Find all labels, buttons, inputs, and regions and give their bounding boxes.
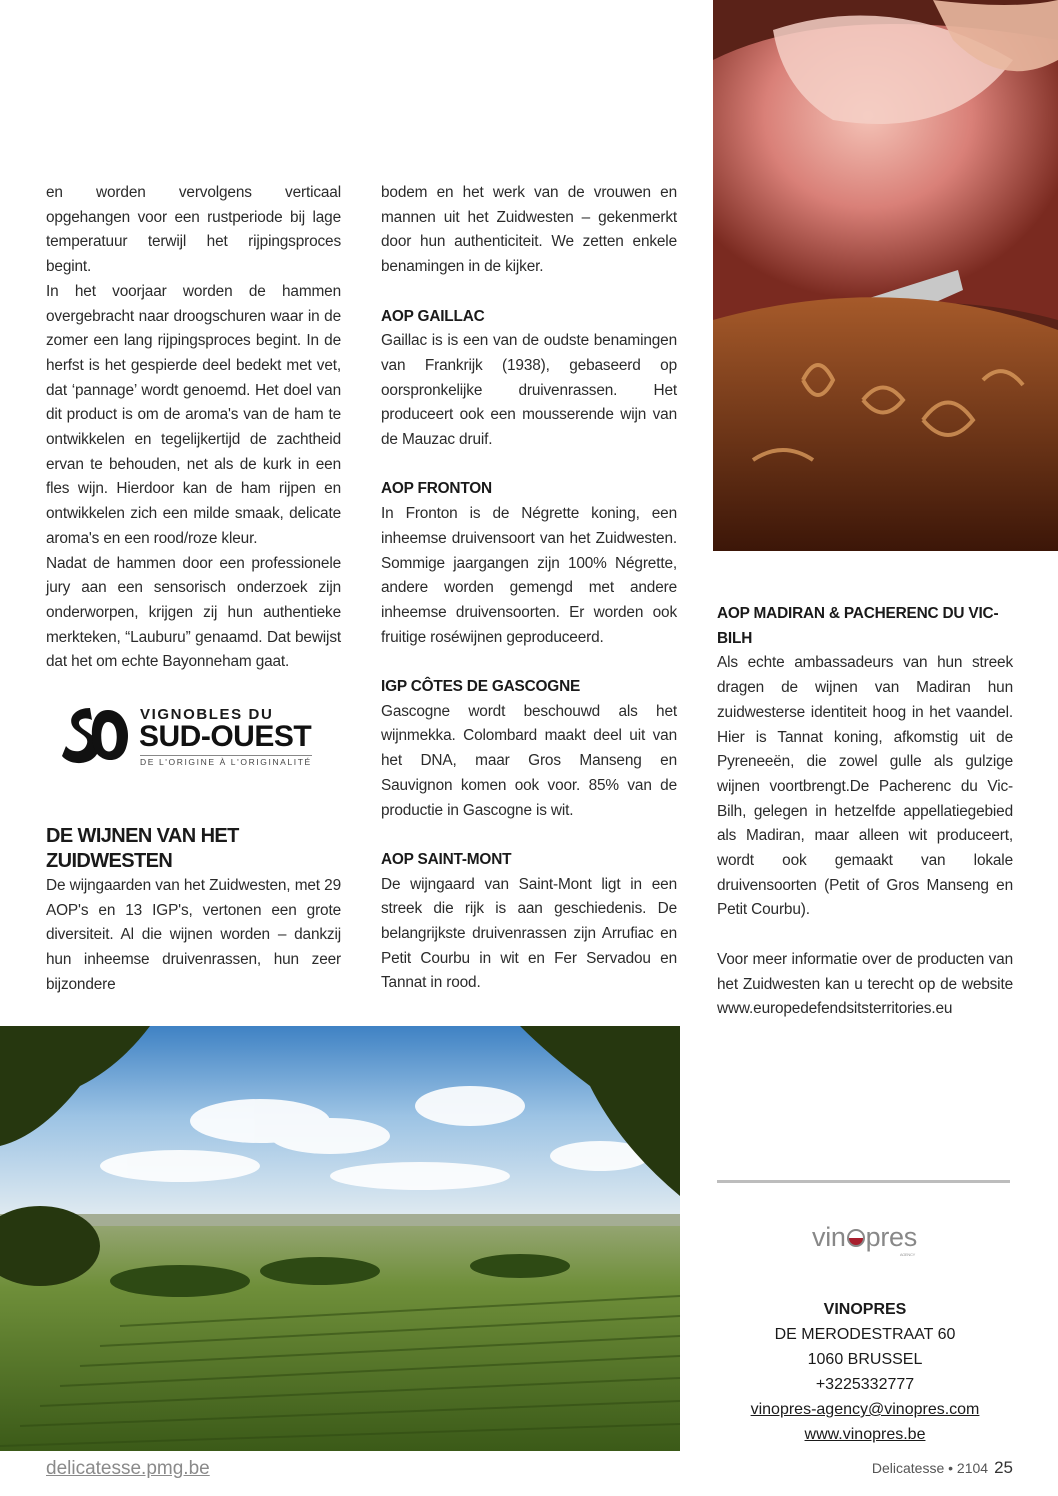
paragraph: Gascogne wordt beschouwd als het wijnmekka. Colombard maakt deel uit van het DNA, maar Gros Manseng en Sauvignon komen ook voor. 85% van de productie in Gascogne is wit. <box>381 702 677 819</box>
logo-text-left: vin <box>812 1222 846 1252</box>
footer-page-info <box>872 1458 1013 1478</box>
logo-subtext: AGENCY <box>899 1252 915 1257</box>
paragraph: Voor meer informatie over de producten van het Zuidwesten kan u terecht op de website www.europedefendsitsterritories.eu <box>717 950 1013 1018</box>
paragraph: In het voorjaar worden de hammen overgebracht naar droogschuren waar in de zomer een lang rijpingsproces begint. In de herfst is het gespierde deel bedekt met vet, dat ‘pannage’ wordt genoemd. Het doel van dit product is om de aroma's van de ham te ontwikkelen en tegelijkertijd de zachtheid ervan te behouden, net als de kurk in een fles wijn. Hierdoor kan de ham rijpen en ontwikkelen zich een milde smaak, delicate aroma's en een rood/roze kleur. <box>46 282 341 547</box>
paragraph: Nadat de hammen door een professionele jury aan een sensorisch onderzoek zijn onderworpen, krijgen zij hun authentieke merkteken, “Lauburu” genaamd. Dat bewijst dat het om echte Bayonneham gaat. <box>46 554 341 671</box>
section-title: AOP GAILLAC <box>381 307 485 325</box>
column-right <box>717 602 1013 1022</box>
paragraph: bodem en het werk van de vrouwen en mannen uit het Zuidwesten – gekenmerkt door hun authenticiteit. We zetten enkele benamingen in de kijker. <box>381 184 677 276</box>
section-wijnen <box>46 824 341 998</box>
section-title: AOP MADIRAN & PACHERENC DU VIC-BILH <box>717 605 999 647</box>
contact-block <box>717 1297 1013 1447</box>
company-name: VINOPRES <box>823 1301 907 1318</box>
section-title: AOP SAINT-MONT <box>381 850 512 868</box>
ham-photo <box>713 0 1058 551</box>
city-address: 1060 BRUSSEL <box>807 1351 923 1368</box>
section-heading: DE WIJNEN VAN HET ZUIDWESTEN <box>46 825 239 872</box>
column-left <box>46 181 341 675</box>
logo-text-right: pres <box>865 1222 917 1252</box>
paragraph: en worden vervolgens verticaal opgehangen voor een rustperiode bij lage temperatuur terwijl het rijpingsproces begint. <box>46 184 341 276</box>
street-address: DE MERODESTRAAT 60 <box>774 1326 956 1343</box>
column-middle <box>381 181 677 996</box>
so-logo-mark-icon <box>60 700 130 772</box>
phone-number: +3225332777 <box>815 1376 915 1393</box>
vinopres-logo <box>812 1222 917 1257</box>
paragraph: In Fronton is de Négrette koning, een inheemse druivensoort van het Zuidwesten. Sommige jaargangen zijn 100% Négrette, andere worden gemengd met andere inheemse druivensoorten. Er worden ook fruitige roséwijnen geproduceerd. <box>381 505 677 646</box>
logo-tagline: DE L'ORIGINE À L'ORIGINALITÉ <box>140 757 312 767</box>
divider <box>717 1180 1010 1183</box>
issue-label: Delicatesse • 2104 <box>871 1460 989 1476</box>
section-title: AOP FRONTON <box>381 480 492 498</box>
logo-line-2: SUD-OUEST <box>139 720 312 753</box>
vignobles-sud-ouest-logo <box>60 700 330 775</box>
paragraph: Gaillac is is een van de oudste benamingen van Frankrijk (1938), gebaseerd op oorspronkelijke druivenrassen. Het produceert ook een mousserende wijn van de Mauzac druif. <box>381 332 677 449</box>
footer-site-link[interactable]: delicatesse.pmg.be <box>46 1458 210 1479</box>
wine-glass-icon <box>847 1229 865 1247</box>
email-link[interactable]: vinopres-agency@vinopres.com <box>750 1401 980 1418</box>
paragraph: De wijngaarden van het Zuidwesten, met 29 AOP's en 13 IGP's, vertonen een grote diversiteit. Al die wijnen worden – dankzij hun inheemse druivenrassen, hun zeer bijzondere <box>46 877 341 993</box>
website-link[interactable]: www.vinopres.be <box>804 1426 926 1443</box>
logo-line-1: VIGNOBLES DU <box>140 706 274 723</box>
page-number: 25 <box>994 1458 1013 1477</box>
vineyard-photo <box>0 1026 680 1451</box>
section-title: IGP CÔTES DE GASCOGNE <box>381 678 581 696</box>
paragraph: De wijngaard van Saint-Mont ligt in een streek die rijk is aan geschiedenis. De belangrijkste druivenrassen zijn Arrufiac en Petit Courbu in wit en Fer Servadou en Tannat in rood. <box>381 875 677 992</box>
paragraph: Als echte ambassadeurs van hun streek dragen de wijnen van Madiran hun zuidwesterse identiteit hoog in het vaandel. Hier is Tannat koning, afkomstig uit de Pyreneeën, die zowel gulle als gulzige wijnen voortbrengt.De Pacherenc du Vic-Bilh, gelegen in hetzelfde appellatiegebied als Madiran, maar alleen wit produceert, wordt ook gemaakt van lokale druivensoorten (Petit of Gros Manseng en Petit Courbu). <box>717 654 1013 919</box>
